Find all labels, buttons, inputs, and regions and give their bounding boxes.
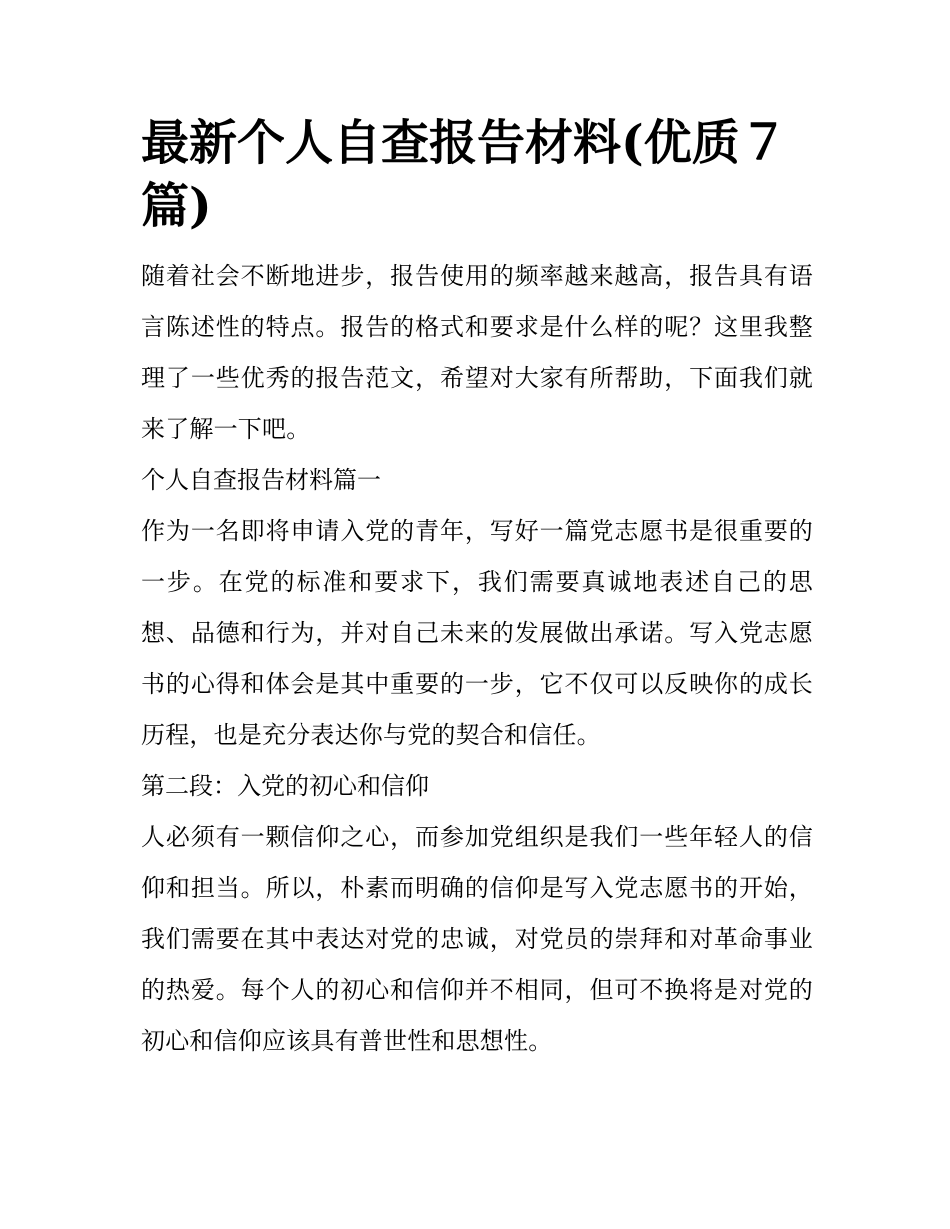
body-paragraph-2: 人必须有一颗信仰之心，而参加党组织是我们一些年轻人的信仰和担当。所以，朴素而明确的信仰是写入党志愿书的开始，我们需要在其中表达对党的忠诚，对党员的崇拜和对革命事业的热爱。每个人的初心和信仰并不相同，但可不换将是对党的初心和信仰应该具有普世性和思想性。 xyxy=(141,822,813,1055)
intro-paragraph: 随着社会不断地进步，报告使用的频率越来越高，报告具有语言陈述性的特点。报告的格式和要求是什么样的呢？这里我整理了一些优秀的报告范文，希望对大家有所帮助，下面我们就来了解一下吧。 xyxy=(141,261,813,443)
section-heading-part-one: 个人自查报告材料篇一 xyxy=(141,465,381,494)
document-page xyxy=(141,112,813,1067)
section-heading-second-paragraph: 第二段：入党的初心和信仰 xyxy=(141,771,429,800)
body-paragraph-1: 作为一名即将申请入党的青年，写好一篇党志愿书是很重要的一步。在党的标准和要求下，我们需要真诚地表述自己的思想、品德和行为，并对自己未来的发展做出承诺。写入党志愿书的心得和体会是其中重要的一步，它不仅可以反映你的成长历程，也是充分表达你与党的契合和信任。 xyxy=(141,516,813,749)
document-title: 最新个人自查报告材料(优质７篇) xyxy=(141,115,788,235)
